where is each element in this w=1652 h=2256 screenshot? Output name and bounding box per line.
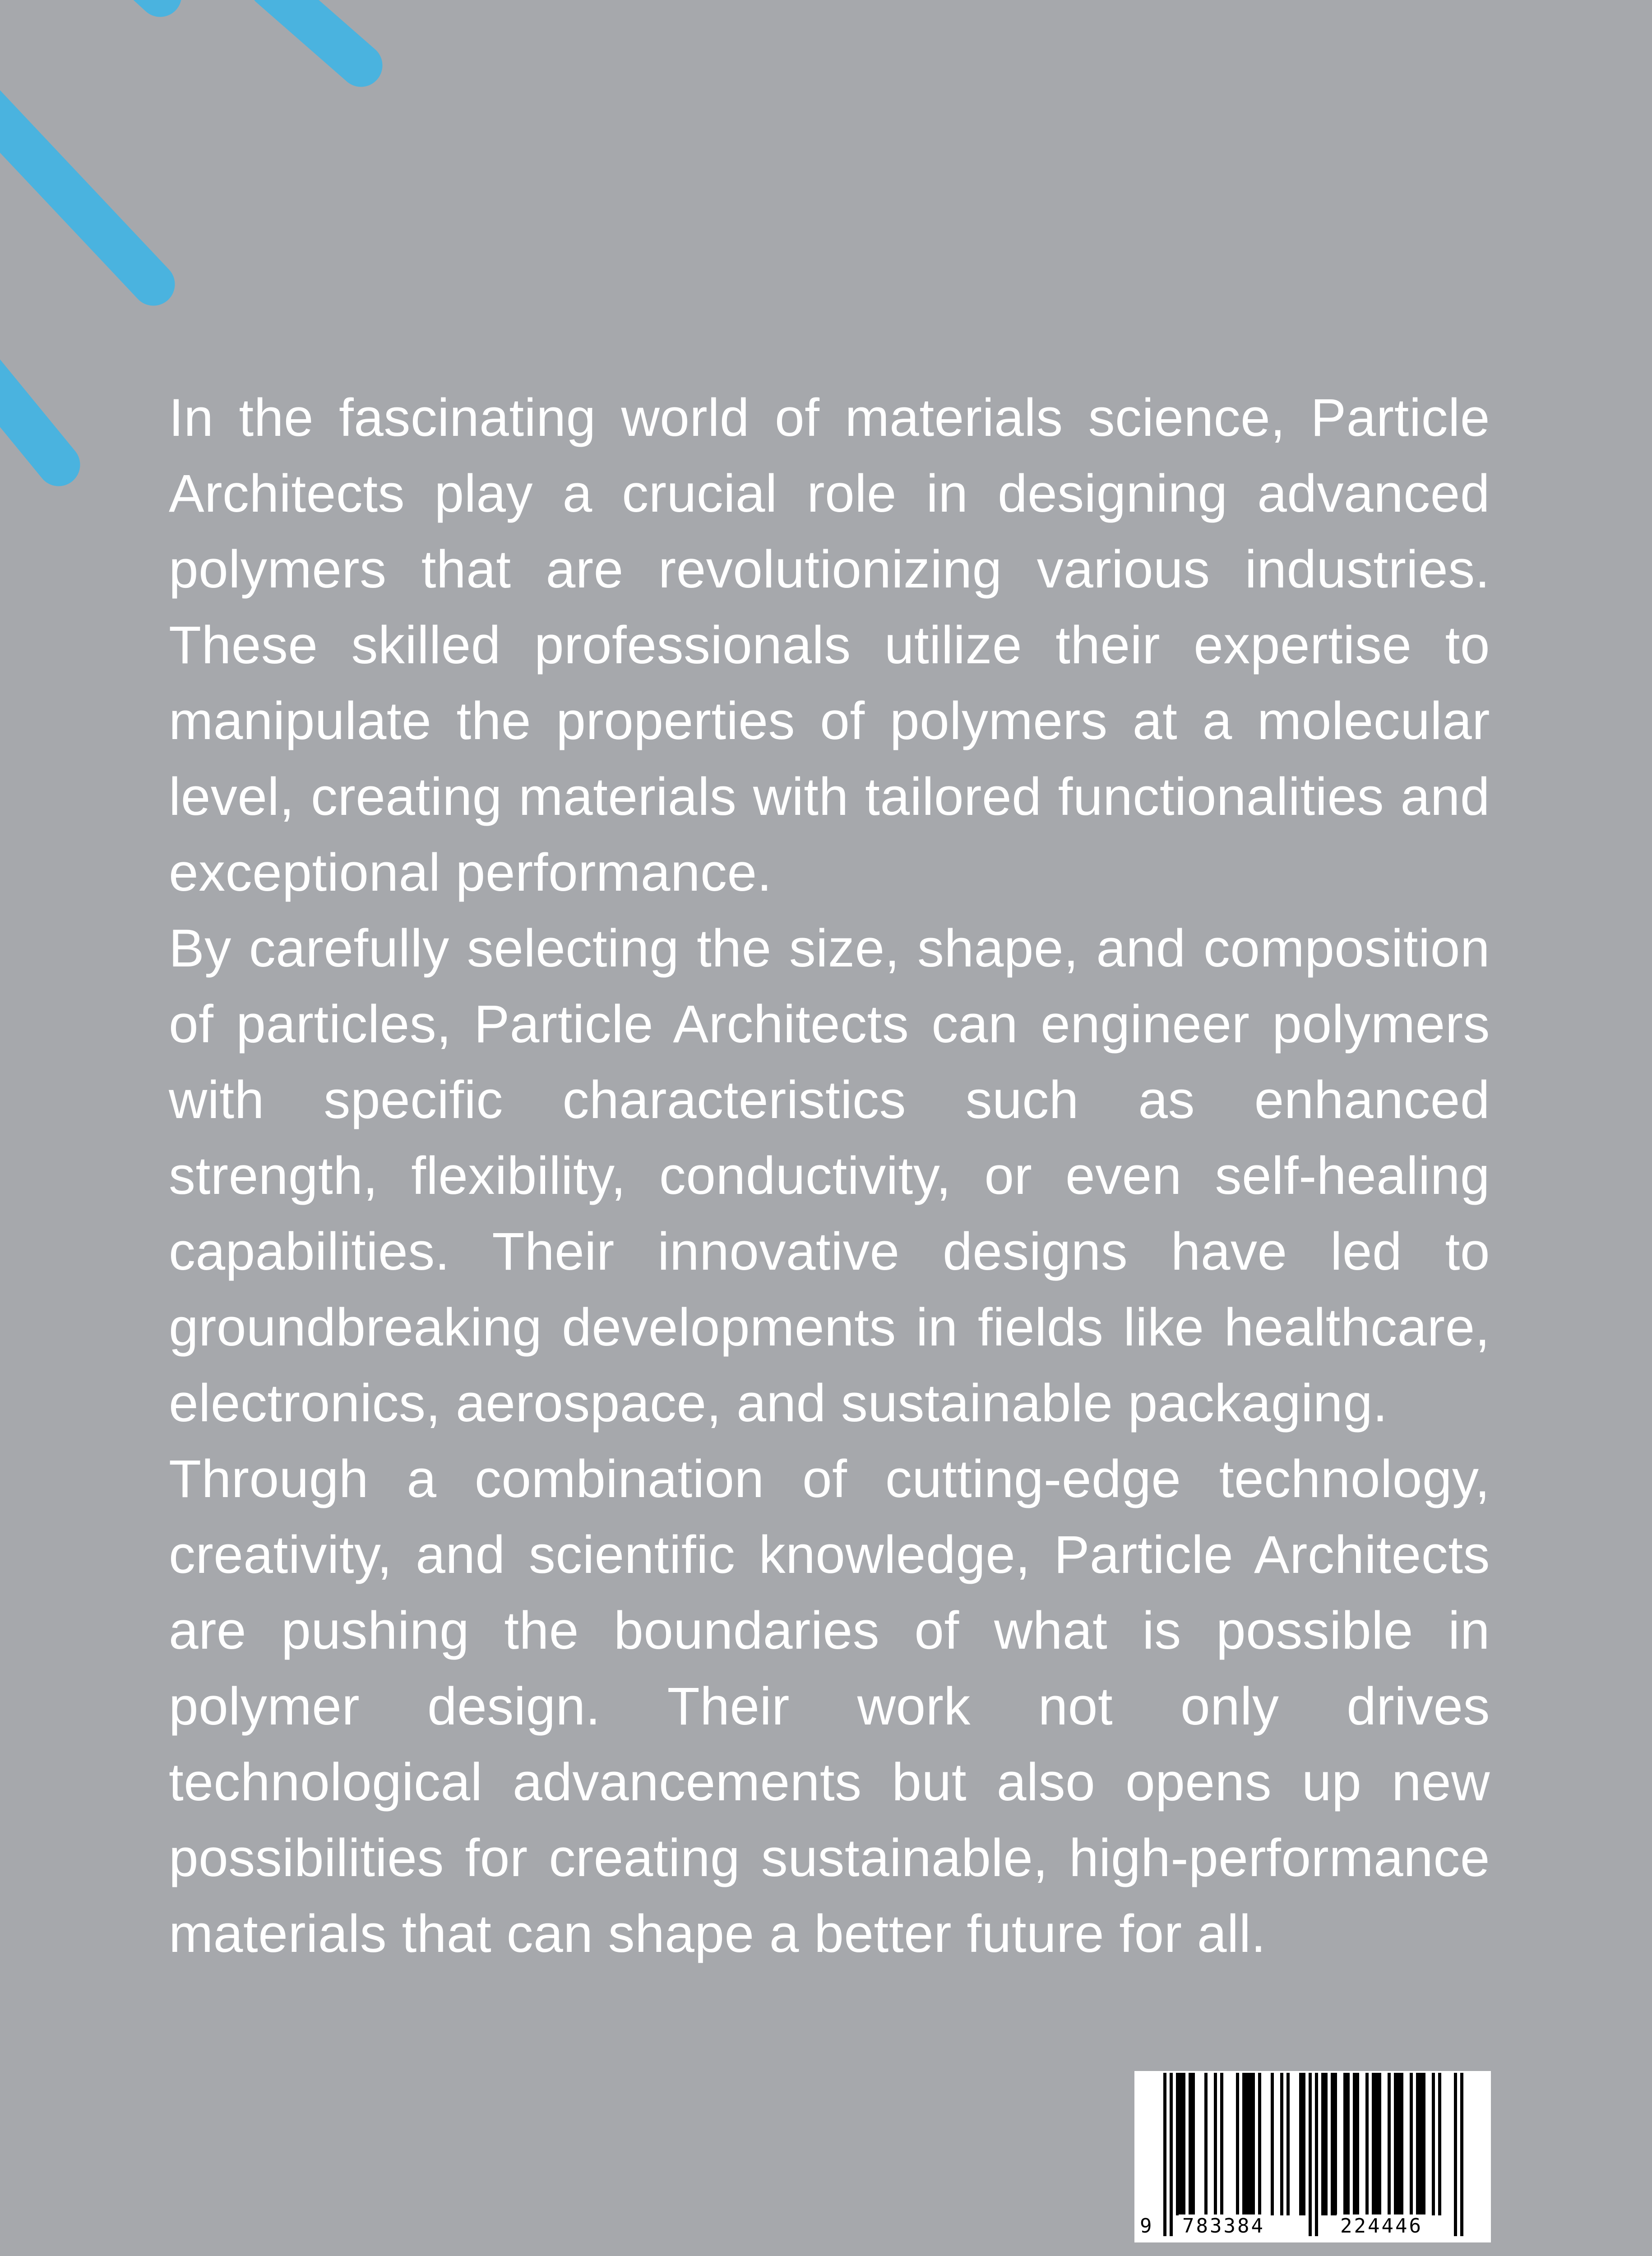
barcode-bar [1394,2073,1397,2215]
barcode-right-digits: 224446 [1337,2214,1426,2238]
barcode-bar [1432,2073,1435,2215]
barcode-bar [1220,2073,1223,2215]
barcode-bar [1388,2073,1391,2215]
barcode-bar [1416,2073,1419,2215]
barcode-bar [1179,2073,1182,2215]
barcode-bar [1182,2073,1185,2215]
accent-stripe [0,50,153,284]
barcode-bar [1343,2073,1347,2215]
barcode-bar [1309,2073,1312,2236]
accent-stripe [0,327,59,465]
accent-stripe [271,0,361,65]
barcode-bar [1460,2073,1463,2236]
barcode-lead-digit: 9 [1140,2214,1154,2238]
barcode-bar [1419,2073,1422,2215]
barcode-bar [1163,2073,1166,2236]
barcode-bar [1347,2073,1350,2215]
barcode-bar [1324,2073,1328,2215]
barcode-bar [1299,2073,1302,2215]
barcode-bar [1438,2073,1441,2215]
barcode-bar [1356,2073,1359,2215]
barcode-bar [1249,2073,1252,2215]
description-paragraph: In the fascinating world of materials science, Particle Architects play a crucial role in designing advanced polymers that are revolutionizing various industries. These skilled professionals utilize their expertise to manipulate the properties of polymers at a molecular level, creating materials with tailored functionalities and exceptional performance. [169,388,1490,902]
barcode-bar [1214,2073,1217,2215]
description-paragraph: By carefully selecting the size, shape, and composition of particles, Particle Architects can engineer polymers with specific characteristics such as enhanced strength, flexibility, conductivity, or even self-healing capabilities. Their innovative designs have led to groundbreaking developments in fields like healthcare, electronics, aerospace, and sustainable packaging. [169,919,1490,1433]
barcode-bar [1286,2073,1290,2215]
barcode-bar [1258,2073,1261,2215]
description-paragraph: Through a combination of cutting-edge technology, creativity, and scientific knowledge, Particle Architects are pushing the boundaries of what is possible in polymer design. Their work not only drives technological advancements but also opens up new possibilities for creating sustainable, high-performance materials that can shape a better future for all. [169,1449,1490,1964]
barcode-bar [1378,2073,1381,2215]
barcode-bar [1454,2073,1457,2236]
back-cover-description [169,380,1490,1972]
barcode-bar [1372,2073,1375,2215]
barcode-bar [1410,2073,1413,2215]
barcode-bar [1422,2073,1425,2215]
barcode-bar [1280,2073,1283,2215]
barcode-bar [1189,2073,1192,2215]
barcode-bar [1192,2073,1195,2215]
barcode-bar [1245,2073,1249,2215]
barcode-bar [1334,2073,1337,2215]
barcode-bar [1242,2073,1245,2215]
barcode-bar [1302,2073,1305,2215]
barcode-bar [1353,2073,1356,2215]
barcode-bar [1236,2073,1239,2215]
barcode-bar [1271,2073,1274,2215]
barcode-bar [1321,2073,1324,2215]
barcode-bar [1400,2073,1403,2215]
barcode-left-digits: 783384 [1179,2214,1268,2238]
barcode-bar [1331,2073,1334,2215]
barcode-bar [1365,2073,1369,2215]
barcode-bar [1315,2073,1318,2236]
isbn-barcode [1134,2071,1491,2242]
barcode-bar [1204,2073,1208,2215]
barcode-bar [1170,2073,1173,2236]
barcode-bar [1375,2073,1378,2215]
barcode-bar [1397,2073,1400,2215]
barcode-bar [1176,2073,1179,2215]
barcode-bar [1252,2073,1255,2215]
